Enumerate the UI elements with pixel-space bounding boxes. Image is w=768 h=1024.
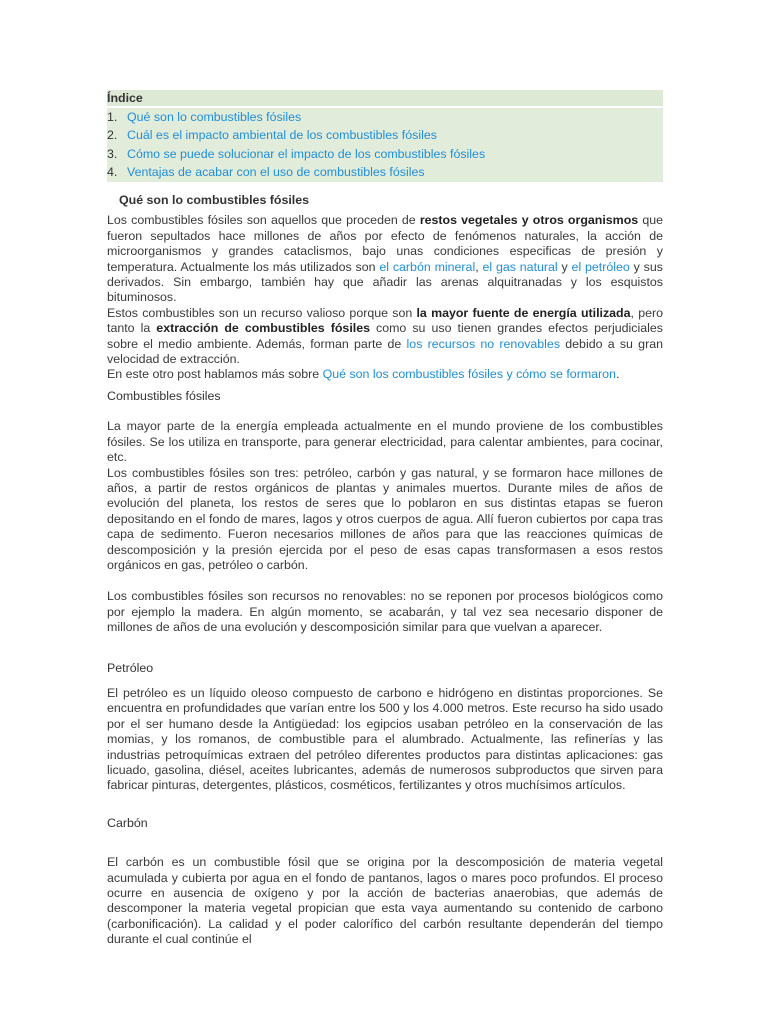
link-recursos-no-renovables[interactable]: los recursos no renovables: [406, 336, 561, 351]
toc-item[interactable]: [107, 145, 663, 164]
toc-item[interactable]: [107, 164, 663, 183]
section-title: Combustibles fósiles: [107, 388, 221, 403]
toc-link[interactable]: Cuál es el impacto ambiental de los combustibles fósiles: [127, 128, 437, 143]
link-carbon-mineral[interactable]: el carbón mineral: [379, 259, 476, 274]
paragraph: Estos combustibles son un recurso valioso porque son la mayor fuente de energía utilizada, pero tanto la extracción de combustibles fósiles como su uso tienen grandes efectos perjudiciales sobre el medio ambiente. Además, forman parte de los recursos no renovables debido a su gran velocidad de extracción.: [107, 305, 664, 367]
toc-link[interactable]: Cómo se puede solucionar el impacto de los combustibles fósiles: [127, 146, 486, 161]
paragraph: La mayor parte de la energía empleada actualmente en el mundo proviene de los combustibles fósiles. Se los utiliza en transporte, para generar electricidad, para calentar ambientes, para cocinar, etc.: [107, 419, 663, 465]
paragraph: El petróleo es un líquido oleoso compuesto de carbono e hidrógeno en distintas proporciones. Se encuentra en profundidades que varían entre los 500 y los 4.000 metros. Este recurso ha sido usado por el ser humano desde la Antigüedad: los egipcios usaban petróleo en la conservación de las momias, y los romanos, de combustible para el alumbrado. Actualmente, las refinerías y las industrias petroquímicas extraen del petróleo diferentes productos para distintas aplicaciones: gas licuado, gasolina, diésel, aceites lubricantes, además de numerosos subproductos que sirven para fabricar pinturas, detergentes, plásticos, cosméticos, fertilizantes y otros muchísimos artículos.: [107, 685, 663, 793]
toc-item[interactable]: [107, 127, 663, 146]
toc-title: Índice: [107, 90, 663, 106]
toc-number: 4.: [107, 165, 118, 180]
toc-number: 3.: [107, 146, 118, 161]
toc-number: 2.: [107, 128, 118, 143]
link-post-combustibles[interactable]: Qué son los combustibles fósiles y cómo se formaron: [322, 367, 616, 382]
paragraph: Los combustibles fósiles son recursos no renovables: no se reponen por procesos biológicos como por ejemplo la madera. En algún momento, se acabarán, y tal vez sea necesario disponer de millones de años de una evolución y descomposición similar para que vuelvan a aparecer.: [107, 589, 663, 635]
link-gas-natural[interactable]: el gas natural: [482, 259, 558, 274]
toc-number: 1.: [107, 109, 118, 124]
section-title: Petróleo: [107, 660, 154, 675]
paragraph: Los combustibles fósiles son tres: petróleo, carbón y gas natural, y se formaron hace millones de años, a partir de restos orgánicos de plantas y animales muertos. Durante miles de años de evolución del planeta, los restos de seres que lo poblaron en sus distintas etapas se fueron depositando en el fondo de mares, lagos y otros cuerpos de agua. Allí fueron cubiertos por capa tras capa de sedimento. Fueron necesarios millones de años para que las reacciones químicas de descomposición y la presión ejercida por el peso de esas capas transformasen a esos restos orgánicos en gas, petróleo o carbón.: [107, 465, 663, 572]
document-page: [107, 90, 663, 948]
toc-link[interactable]: Qué son lo combustibles fósiles: [127, 109, 302, 124]
section-title: Carbón: [107, 815, 148, 830]
paragraph: Los combustibles fósiles son aquellos que proceden de restos vegetales y otros organismos que fueron sepultados hace millones de años por efecto de fenómenos naturales, la acción de microorganismos y grandes cataclismos, bajo unas condiciones especificas de presión y temperatura. Actualmente los más utilizados son el carbón mineral, el gas natural y el petróleo y sus derivados. Sin embargo, también hay que añadir las arenas alquitranadas y los esquistos bituminosos.: [107, 213, 663, 305]
paragraph: En este otro post hablamos más sobre Qué son los combustibles fósiles y cómo se formaron.: [107, 367, 620, 382]
paragraph: El carbón es un combustible fósil que se origina por la descomposición de materia vegetal acumulada y cubierta por agua en el fondo de pantanos, lagos o mares poco profundos. El proceso ocurre en ausencia de oxígeno y por la acción de bacterias anaerobias, que además de descomponer la materia vegetal propician que esta vaya aumentando su contenido de carbono (carbonificación). La calidad y el poder calorífico del carbón resultante dependerán del tiempo durante el cual continúe el: [107, 855, 663, 947]
section-title: Qué son lo combustibles fósiles: [119, 193, 310, 207]
toc-link[interactable]: Ventajas de acabar con el uso de combustibles fósiles: [127, 165, 425, 180]
toc-list: [107, 108, 663, 182]
link-petroleo[interactable]: el petróleo: [571, 259, 630, 274]
toc-item[interactable]: [107, 108, 663, 127]
